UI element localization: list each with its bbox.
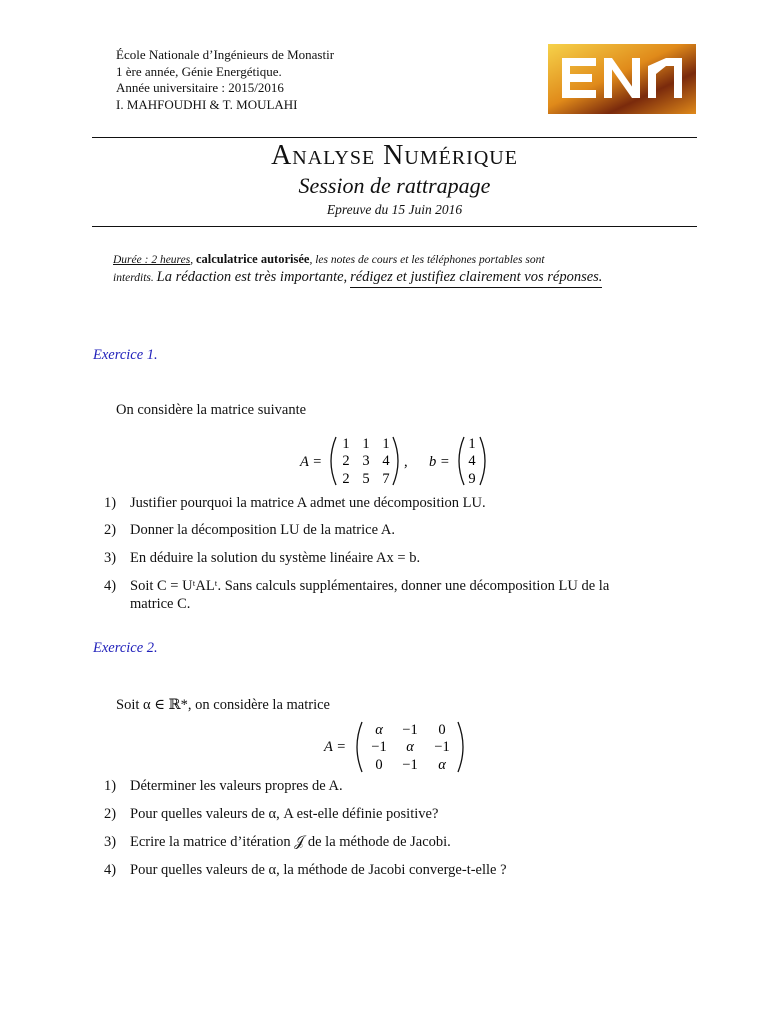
justify-note: rédigez et justifiez clairement vos réponses. — [350, 269, 602, 288]
matrix-a2-cell-0-0: α — [375, 722, 383, 738]
matrix-a2-cells — [371, 722, 449, 773]
matrix-a-cell-2-1: 5 — [362, 471, 370, 487]
ex1-question-4: 4) Soit C = UᵗALᵗ. Sans calculs supplémentaires, donner une décomposition LU de la matrice C. — [104, 578, 610, 612]
ex2-question-4: 4) Pour quelles valeurs de α, la méthode de Jacobi converge-t-elle ? — [104, 862, 507, 878]
exercise-2-intro: Soit α ∈ ℝ*, on considère la matrice — [116, 697, 330, 713]
matrix-a-cell-0-0: 1 — [342, 436, 350, 452]
matrix-a2-cell-0-1: −1 — [402, 722, 418, 738]
label-a2: A = — [324, 739, 347, 755]
matrix-a-cell-0-2: 1 — [382, 436, 390, 452]
institution-name: École Nationale d’Ingénieurs de Monastir — [116, 47, 335, 62]
rules-text: , les notes de cours et les téléphones portables sont — [309, 254, 545, 266]
page-title: Analyse Numérique — [271, 140, 518, 171]
matrix-a-cell-0-1: 1 — [362, 436, 370, 452]
exercise-1-matrices — [296, 434, 496, 488]
redaction-note: La rédaction est très importante, — [156, 269, 348, 285]
matrix-a-cells — [342, 436, 390, 487]
matrix-a2-cell-1-2: −1 — [434, 739, 450, 755]
matrix-a-cell-2-2: 7 — [382, 471, 390, 487]
vector-b-cell-2-0: 9 — [468, 471, 476, 487]
academic-year: Année universitaire : 2015/2016 — [116, 80, 284, 95]
institution-block — [116, 47, 334, 113]
ex1-question-2: 2) Donner la décomposition LU de la matrice A. — [104, 522, 395, 538]
enim-logo — [548, 44, 696, 114]
matrix-a-cell-1-2: 4 — [382, 453, 390, 469]
matrix-a2-cell-2-1: −1 — [402, 757, 418, 773]
exercise-2-matrix — [322, 719, 472, 775]
bracket-left-2 — [357, 722, 362, 772]
duration: Durée : 2 heures — [113, 254, 191, 266]
matrix-a-cell-1-1: 3 — [362, 453, 370, 469]
top-rule — [92, 137, 697, 138]
ex1-question-3: 3) En déduire la solution du système linéaire Ax = b. — [104, 550, 421, 566]
comma: , — [404, 454, 408, 470]
bracket-left — [331, 437, 336, 485]
exercise-1-intro: On considère la matrice suivante — [116, 402, 307, 418]
ex1-question-1: 1) Justifier pourquoi la matrice A admet une décomposition LU. — [104, 495, 486, 511]
exercise-2-title: Exercice 2. — [93, 640, 158, 656]
matrix-a-cell-2-0: 2 — [342, 471, 350, 487]
matrix-a-cell-1-0: 2 — [342, 453, 350, 469]
ex2-question-3: 3) Ecrire la matrice d’itération 𝒥 de la méthode de Jacobi. — [104, 834, 451, 850]
exercise-1-title: Exercice 1. — [93, 347, 158, 363]
bracket-right-2 — [458, 722, 463, 772]
matrix-a2-cell-2-0: 0 — [375, 757, 383, 773]
ex2-question-1: 1) Déterminer les valeurs propres de A. — [104, 778, 343, 794]
sep: , — [190, 254, 196, 266]
label-b: b = — [429, 454, 450, 470]
exam-date: Epreuve du 15 Juin 2016 — [326, 202, 463, 217]
matrix-a2-cell-2-2: α — [438, 757, 446, 773]
bracket-right-b — [480, 437, 485, 485]
bracket-left-b — [459, 437, 464, 485]
session-subtitle: Session de rattrapage — [298, 173, 491, 198]
bottom-rule — [92, 226, 697, 227]
ex2-question-2: 2) Pour quelles valeurs de α, A est-elle définie positive? — [104, 806, 439, 822]
matrix-a2-cell-0-2: 0 — [438, 722, 446, 738]
bracket-right — [393, 437, 398, 485]
matrix-a2-cell-1-1: α — [406, 739, 414, 755]
authors: I. MAHFOUDHI & T. MOULAHI — [116, 96, 298, 112]
rules-text-end: interdits. — [113, 272, 154, 284]
calculator-allowed: calculatrice autorisée — [195, 252, 310, 266]
instructions — [113, 251, 703, 287]
vector-b-cells — [468, 436, 476, 487]
vector-b-cell-0-0: 1 — [468, 436, 476, 452]
label-a: A = — [300, 454, 323, 470]
vector-b-cell-1-0: 4 — [468, 453, 476, 469]
matrix-a2-cell-1-0: −1 — [371, 739, 387, 755]
class-year: 1 ère année, Génie Energétique. — [116, 63, 282, 79]
